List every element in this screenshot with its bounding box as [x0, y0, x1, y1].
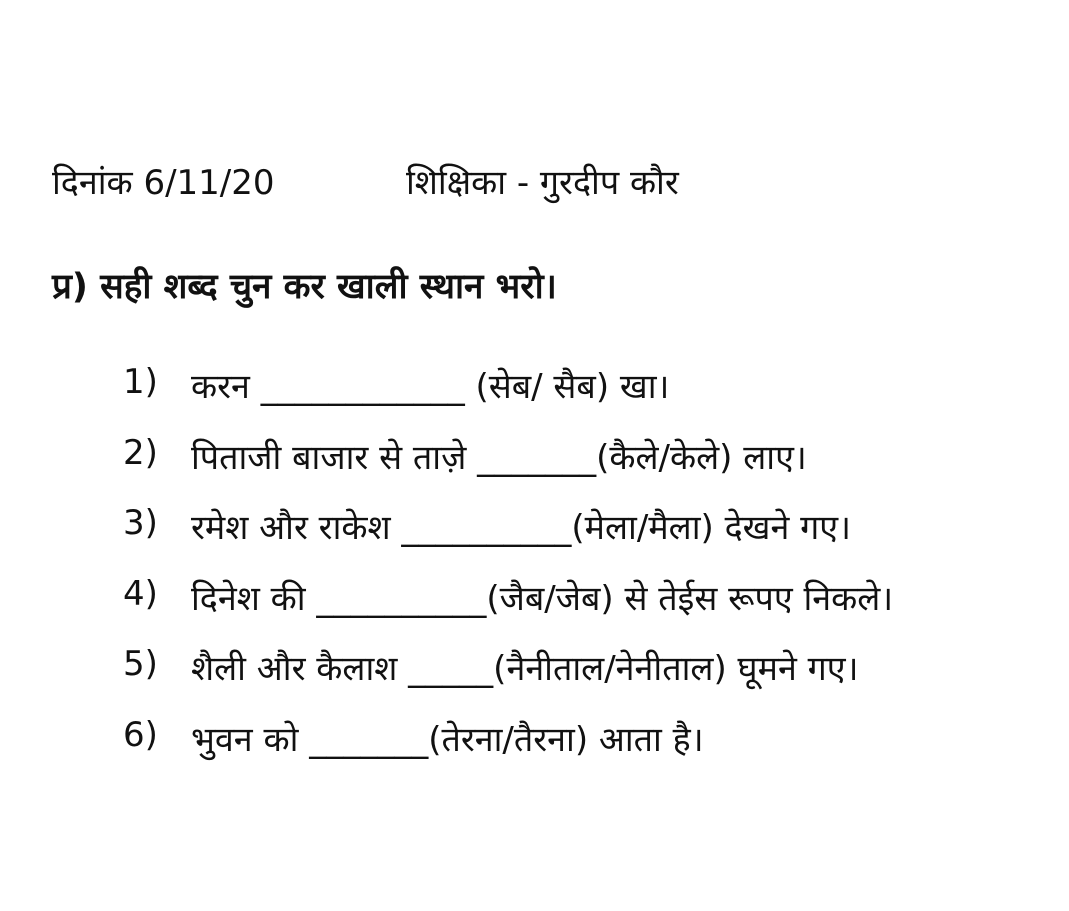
item-number: 5) [123, 644, 158, 685]
item-number: 1) [123, 362, 158, 402]
teacher-label: शिक्षिका - गुरदीप कौर [406, 163, 679, 203]
item-number: 6) [123, 714, 158, 755]
item-text: पिताजी बाजार से ताज़े _______(कैले/केले) लाए। [191, 437, 807, 478]
item-text: करन ____________ (सेब/ सैब) खा। [191, 367, 670, 407]
question-heading: प्र) सही शब्द चुन कर खाली स्थान भरो। [52, 267, 557, 307]
item-text: भुवन को _______(तेरना/तैरना) आता है। [191, 719, 704, 760]
date-label: दिनांक 6/11/20 [52, 163, 275, 203]
item-text: दिनेश की __________(जैब/जेब) से तेईस रूपए निकले। [191, 578, 894, 619]
item-number: 2) [123, 432, 158, 473]
item-text: रमेश और राकेश __________(मेला/मैला) देखने गए। [191, 508, 851, 549]
header-line [52, 158, 679, 204]
item-text: शैली और कैलाश _____(नैनीताल/नेनीताल) घूमने गए। [191, 649, 859, 690]
item-number: 4) [123, 573, 158, 614]
item-number: 3) [123, 503, 158, 544]
